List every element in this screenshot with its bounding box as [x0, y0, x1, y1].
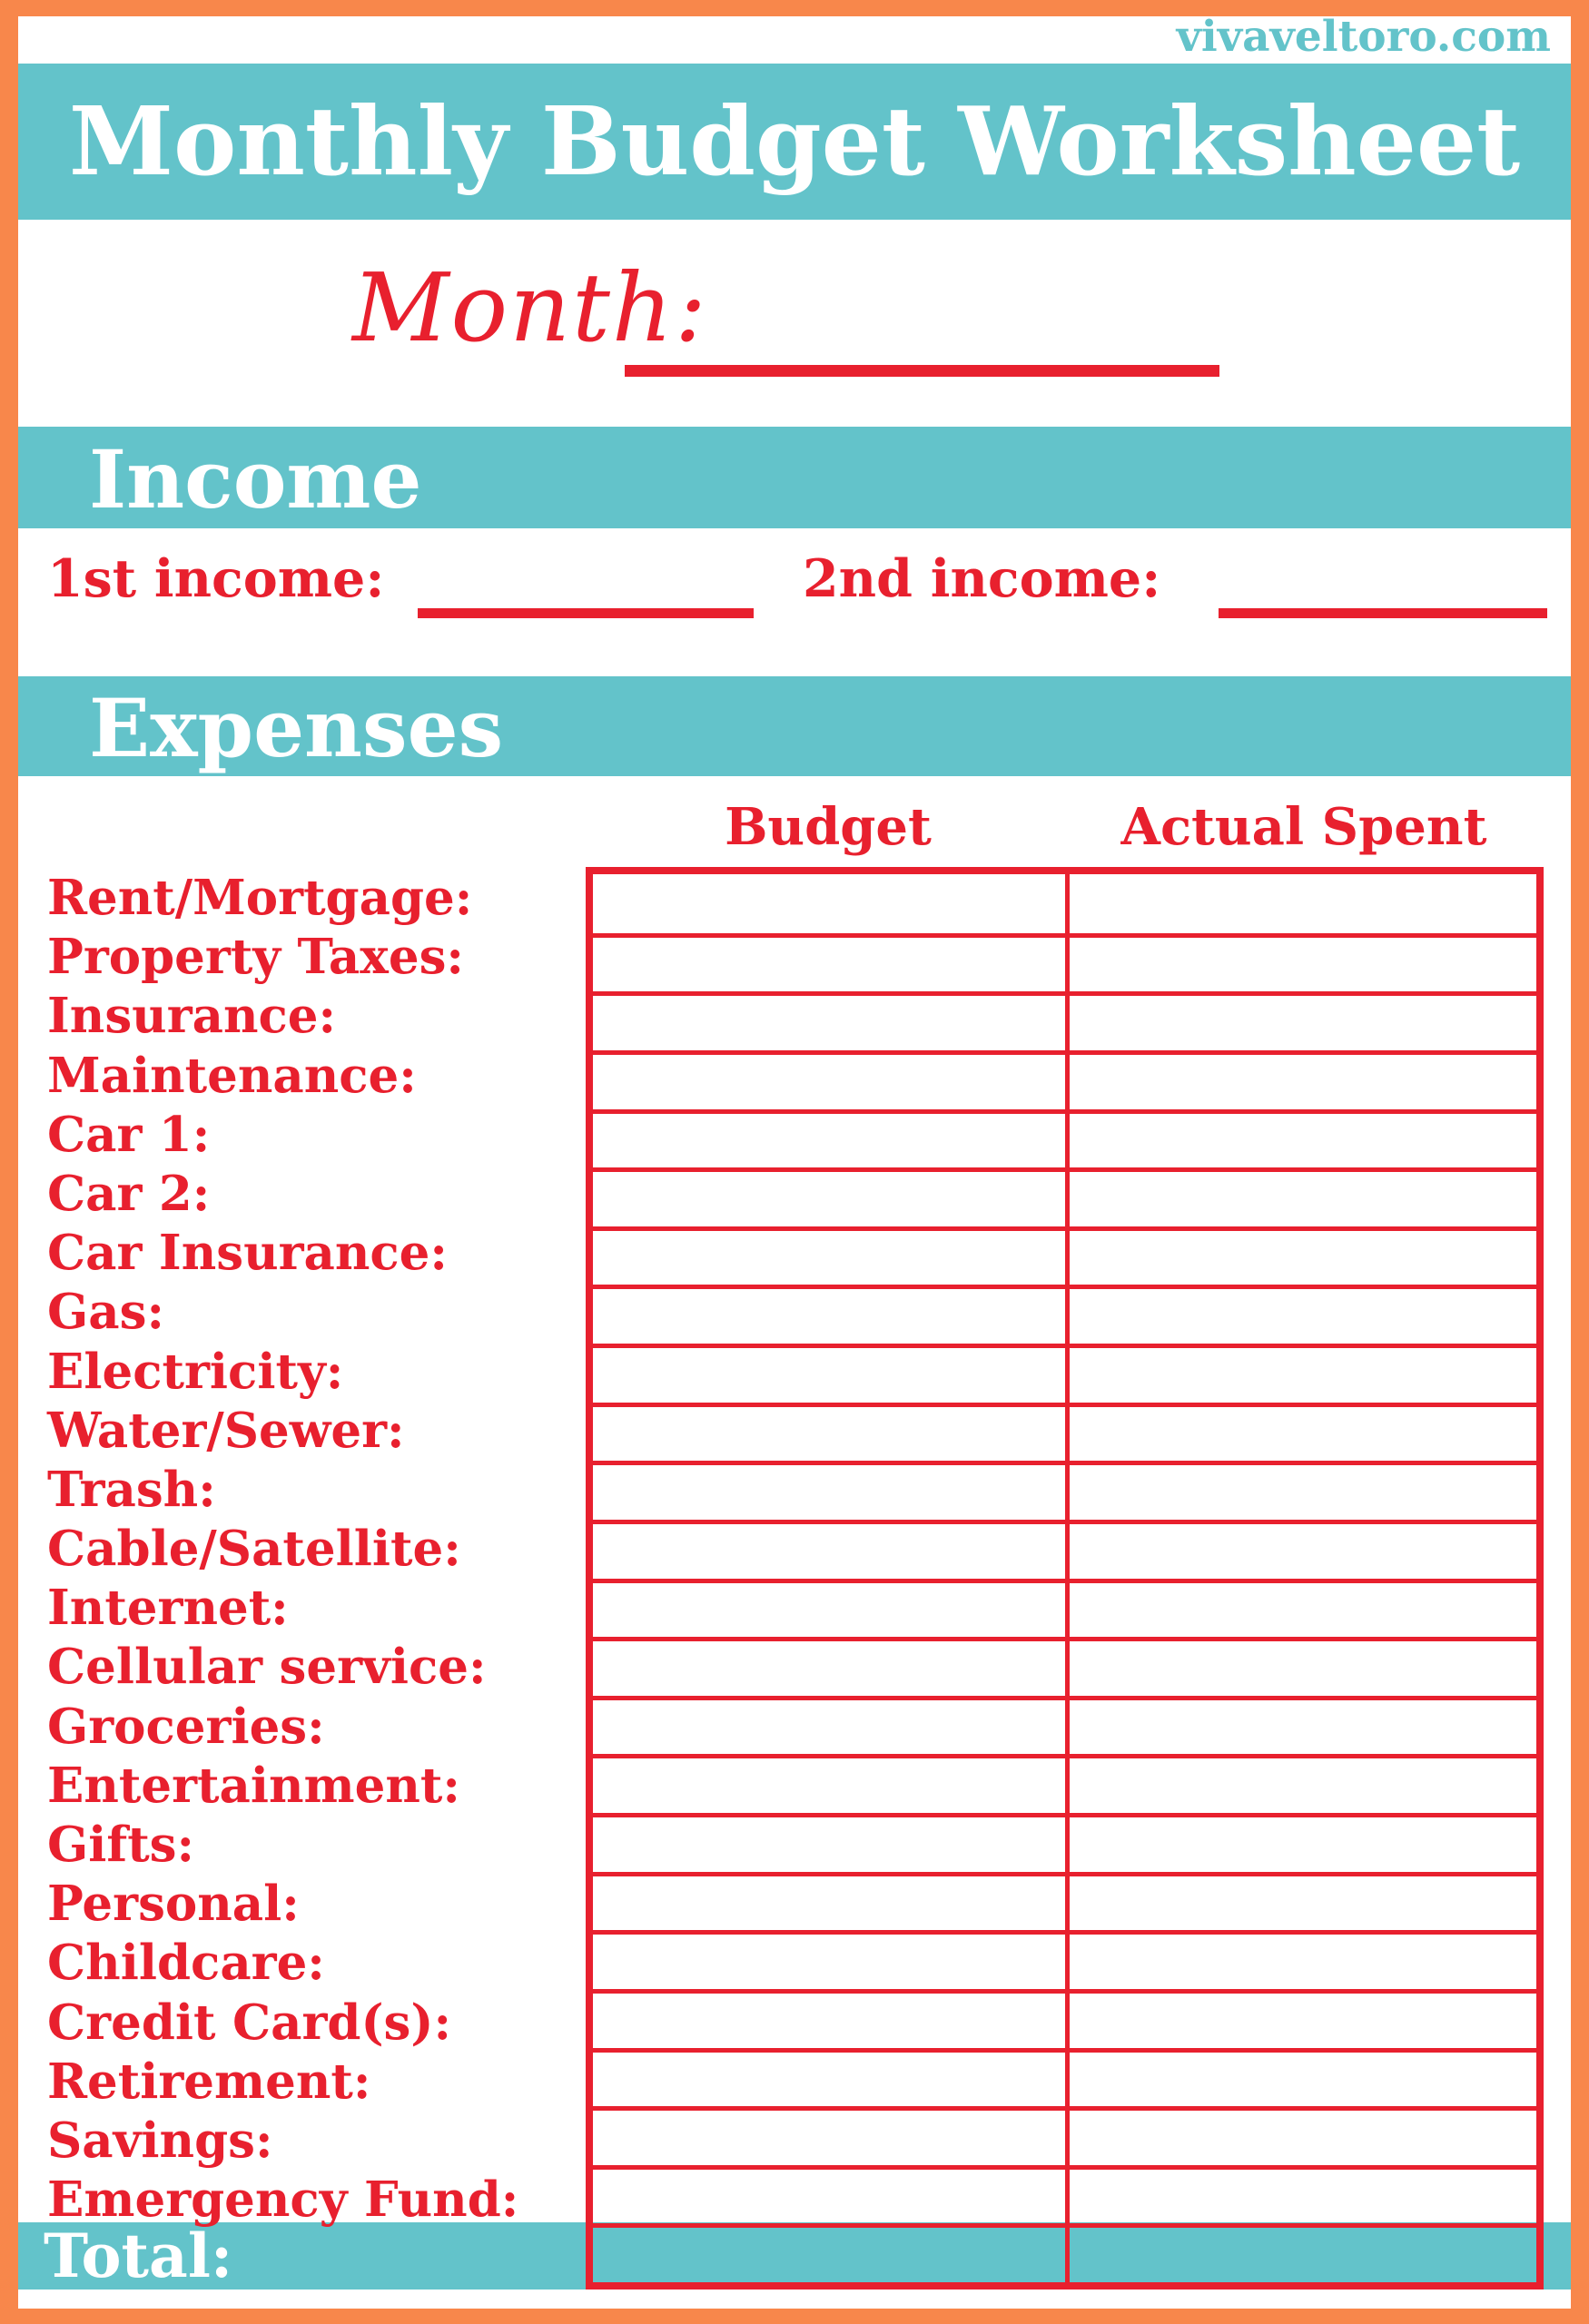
expenses-heading: Expenses [89, 681, 504, 775]
budget-cell [593, 1872, 1065, 1931]
actual-spent-cell [1065, 1226, 1537, 1285]
budget-cell [593, 2165, 1065, 2224]
actual-spent-cell [1065, 1989, 1537, 2048]
budget-cell [593, 1813, 1065, 1872]
expense-label: Car 2: [47, 1165, 211, 1222]
month-label: Month: [352, 252, 708, 363]
site-url-text: vivaveltoro.com [1176, 12, 1551, 62]
actual-spent-cell [1065, 1520, 1537, 1579]
budget-cell [593, 933, 1065, 992]
actual-spent-cell [1065, 1461, 1537, 1520]
budget-cell [593, 991, 1065, 1050]
budget-cell [593, 1344, 1065, 1403]
total-label: Total: [44, 2221, 233, 2291]
budget-cell [593, 2223, 1065, 2282]
budget-cell [593, 1109, 1065, 1168]
expense-label: Emergency Fund: [47, 2171, 519, 2229]
actual-spent-cell [1065, 1637, 1537, 1696]
actual-spent-cell [1065, 1696, 1537, 1755]
actual-spent-cell [1065, 1403, 1537, 1462]
expense-label: Property Taxes: [47, 929, 464, 986]
actual-spent-cell [1065, 1285, 1537, 1344]
budget-cell [593, 2106, 1065, 2165]
expense-label: Entertainment: [47, 1757, 460, 1814]
budget-cell [593, 1167, 1065, 1226]
page-title: Monthly Budget Worksheet [68, 85, 1521, 197]
expenses-section-banner [18, 676, 1571, 776]
expense-label: Internet: [47, 1580, 289, 1637]
expense-label: Insurance: [47, 988, 337, 1045]
actual-spent-column-header: Actual Spent [1120, 797, 1487, 857]
expense-label: Savings: [47, 2112, 273, 2169]
first-income-label: 1st income: [47, 548, 385, 609]
expense-label: Rent/Mortgage: [47, 870, 473, 926]
budget-cell [593, 1989, 1065, 2048]
expense-label: Car Insurance: [47, 1225, 448, 1282]
expense-labels [47, 869, 578, 2230]
actual-spent-cell [1065, 1872, 1537, 1931]
expense-label: Water/Sewer: [47, 1402, 405, 1459]
income-section-banner [18, 427, 1571, 528]
actual-spent-cell [1065, 1344, 1537, 1403]
expense-label: Cellular service: [47, 1639, 487, 1696]
budget-cell [593, 1754, 1065, 1813]
budget-cell [593, 1930, 1065, 1989]
actual-spent-cell [1065, 1050, 1537, 1109]
budget-cell [593, 1520, 1065, 1579]
expense-label: Personal: [47, 1876, 300, 1933]
expense-label: Credit Card(s): [47, 1994, 452, 2051]
actual-spent-cell [1065, 2048, 1537, 2107]
budget-cell [593, 1461, 1065, 1520]
budget-cell [593, 1050, 1065, 1109]
budget-cell [593, 1403, 1065, 1462]
actual-spent-cell [1065, 1167, 1537, 1226]
budget-cell [593, 1226, 1065, 1285]
actual-spent-cell [1065, 874, 1537, 933]
actual-spent-cell [1065, 2223, 1537, 2282]
actual-spent-cell [1065, 933, 1537, 992]
budget-cell [593, 1637, 1065, 1696]
expenses-grid [586, 867, 1544, 2290]
actual-spent-cell [1065, 1813, 1537, 1872]
actual-spent-cell [1065, 1930, 1537, 1989]
budget-cell [593, 1579, 1065, 1638]
budget-cell [593, 1696, 1065, 1755]
first-income-fill-in-line [418, 608, 754, 618]
actual-spent-cell [1065, 2165, 1537, 2224]
budget-cell [593, 1285, 1065, 1344]
second-income-fill-in-line [1219, 608, 1547, 618]
actual-spent-cell [1065, 991, 1537, 1050]
expense-label: Car 1: [47, 1106, 211, 1163]
expense-label: Maintenance: [47, 1047, 417, 1104]
actual-spent-cell [1065, 2106, 1537, 2165]
month-fill-in-line [625, 365, 1219, 377]
actual-spent-cell [1065, 1754, 1537, 1813]
worksheet-title-banner [18, 64, 1571, 220]
expense-label: Gifts: [47, 1817, 195, 1873]
expense-label: Electricity: [47, 1343, 344, 1400]
expense-label: Cable/Satellite: [47, 1521, 461, 1578]
actual-spent-cell [1065, 1109, 1537, 1168]
second-income-label: 2nd income: [803, 548, 1161, 609]
budget-column-header: Budget [725, 797, 932, 857]
expense-label: Groceries: [47, 1698, 325, 1755]
income-heading: Income [89, 432, 422, 527]
expense-label: Trash: [47, 1461, 216, 1518]
expense-label: Retirement: [47, 2053, 371, 2110]
budget-cell [593, 2048, 1065, 2107]
expense-label: Gas: [47, 1284, 165, 1341]
budget-cell [593, 874, 1065, 933]
expense-label: Childcare: [47, 1935, 325, 1992]
actual-spent-cell [1065, 1579, 1537, 1638]
